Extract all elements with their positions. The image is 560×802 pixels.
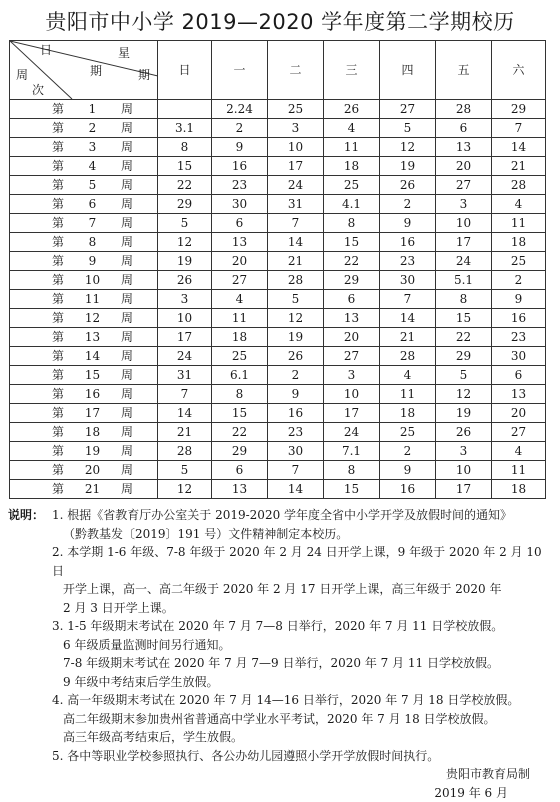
date-cell: 15 <box>158 157 212 176</box>
week-label-zhou: 周 <box>121 233 133 251</box>
week-label-zhou: 周 <box>121 138 133 156</box>
date-cell: 17 <box>436 233 492 252</box>
date-cell: 3 <box>436 442 492 461</box>
week-row <box>10 290 546 309</box>
date-cell: 3 <box>158 290 212 309</box>
week-row <box>10 214 546 233</box>
week-row <box>10 328 546 347</box>
date-cell: 30 <box>380 271 436 290</box>
week-label-cell <box>10 233 158 252</box>
week-label-cell <box>10 290 158 309</box>
date-cell: 8 <box>436 290 492 309</box>
date-cell: 10 <box>436 214 492 233</box>
date-cell: 22 <box>212 423 268 442</box>
week-label-zhou: 周 <box>121 214 133 232</box>
week-label-cell <box>10 423 158 442</box>
note-line: 2. 本学期 1-6 年级、7-8 年级于 2020 年 2 月 24 日开学上课，9 年级于 2020 年 2 月 10 日 <box>52 543 552 580</box>
date-cell: 12 <box>158 233 212 252</box>
date-cell: 12 <box>380 138 436 157</box>
date-cell: 2 <box>268 366 324 385</box>
week-row <box>10 461 546 480</box>
date-cell: 4 <box>380 366 436 385</box>
date-cell: 26 <box>268 347 324 366</box>
date-cell: 20 <box>492 404 546 423</box>
week-label-zhou: 周 <box>121 100 133 118</box>
week-row <box>10 138 546 157</box>
week-label-num: 21 <box>85 480 100 498</box>
header-row <box>10 41 546 100</box>
date-cell: 7 <box>268 461 324 480</box>
date-cell: 31 <box>158 366 212 385</box>
week-label-cell <box>10 138 158 157</box>
week-label-zhou: 周 <box>121 423 133 441</box>
date-cell: 9 <box>380 461 436 480</box>
week-label-di: 第 <box>52 309 64 327</box>
week-label-cell <box>10 480 158 499</box>
week-label-cell <box>10 347 158 366</box>
week-label-zhou: 周 <box>121 328 133 346</box>
week-label-num: 12 <box>85 309 100 327</box>
date-cell: 3.1 <box>158 119 212 138</box>
week-label-zhou: 周 <box>121 442 133 460</box>
date-cell: 23 <box>492 328 546 347</box>
week-label-zhou: 周 <box>121 252 133 270</box>
note-line: （黔教基发〔2019〕191 号）文件精神制定本校历。 <box>52 525 552 544</box>
date-cell: 25 <box>212 347 268 366</box>
date-cell: 26 <box>158 271 212 290</box>
date-cell: 24 <box>324 423 380 442</box>
week-label-zhou: 周 <box>121 271 133 289</box>
calendar-table <box>9 40 546 499</box>
date-cell: 18 <box>212 328 268 347</box>
date-cell: 26 <box>380 176 436 195</box>
week-label-zhou: 周 <box>121 157 133 175</box>
date-cell: 11 <box>380 385 436 404</box>
date-cell: 4.1 <box>324 195 380 214</box>
note-line: 6 年级质量监测时间另行通知。 <box>52 636 552 655</box>
date-cell: 17 <box>268 157 324 176</box>
week-label-num: 7 <box>89 214 97 232</box>
date-cell: 13 <box>324 309 380 328</box>
note-line: 高二年级期末参加贵州省普通高中学业水平考试，2020 年 7 月 18 日学校放假。 <box>52 710 552 729</box>
date-cell: 27 <box>492 423 546 442</box>
date-cell: 25 <box>268 100 324 119</box>
week-label-cell <box>10 385 158 404</box>
date-cell: 2 <box>492 271 546 290</box>
date-cell: 2.24 <box>212 100 268 119</box>
date-cell: 27 <box>380 100 436 119</box>
week-label-cell <box>10 442 158 461</box>
week-label-num: 10 <box>85 271 100 289</box>
date-cell: 19 <box>436 404 492 423</box>
date-cell: 12 <box>268 309 324 328</box>
date-cell: 10 <box>436 461 492 480</box>
date-cell: 27 <box>436 176 492 195</box>
week-label-di: 第 <box>52 347 64 365</box>
date-cell: 21 <box>380 328 436 347</box>
date-cell: 16 <box>268 404 324 423</box>
week-row <box>10 176 546 195</box>
header-day-thu: 四 <box>380 41 436 100</box>
week-label-di: 第 <box>52 328 64 346</box>
date-cell: 30 <box>212 195 268 214</box>
date-cell: 30 <box>492 347 546 366</box>
date-cell: 5 <box>268 290 324 309</box>
date-cell: 14 <box>268 480 324 499</box>
week-row <box>10 423 546 442</box>
week-label-di: 第 <box>52 366 64 384</box>
week-label-zhou: 周 <box>121 119 133 137</box>
date-cell: 8 <box>324 461 380 480</box>
header-day-sun: 日 <box>158 41 212 100</box>
header-day-mon: 一 <box>212 41 268 100</box>
date-cell: 14 <box>492 138 546 157</box>
week-row <box>10 309 546 328</box>
date-cell: 7 <box>268 214 324 233</box>
date-cell: 23 <box>268 423 324 442</box>
date-cell: 24 <box>158 347 212 366</box>
page-title: 贵阳市中小学 2019—2020 学年度第二学期校历 <box>0 6 560 36</box>
date-cell: 10 <box>324 385 380 404</box>
date-cell: 28 <box>436 100 492 119</box>
week-label-zhou: 周 <box>121 385 133 403</box>
notes-section <box>8 506 552 802</box>
date-cell: 9 <box>212 138 268 157</box>
date-cell: 6.1 <box>212 366 268 385</box>
week-label-num: 9 <box>89 252 97 270</box>
date-cell: 15 <box>324 480 380 499</box>
date-cell: 24 <box>268 176 324 195</box>
week-label-zhou: 周 <box>121 480 133 498</box>
week-row <box>10 157 546 176</box>
week-label-di: 第 <box>52 404 64 422</box>
week-label-num: 6 <box>89 195 97 213</box>
date-cell: 29 <box>212 442 268 461</box>
date-cell: 9 <box>268 385 324 404</box>
date-cell: 16 <box>380 233 436 252</box>
note-line: 7-8 年级期末考试在 2020 年 7 月 7—9 日举行，2020 年 7 月 11 日学校放假。 <box>52 654 552 673</box>
week-label-zhou: 周 <box>121 461 133 479</box>
date-cell: 9 <box>380 214 436 233</box>
week-label-di: 第 <box>52 423 64 441</box>
date-cell: 8 <box>324 214 380 233</box>
week-label-cell <box>10 195 158 214</box>
date-cell: 24 <box>436 252 492 271</box>
date-cell: 11 <box>324 138 380 157</box>
date-cell: 6 <box>324 290 380 309</box>
week-label-num: 18 <box>85 423 100 441</box>
date-cell: 22 <box>158 176 212 195</box>
week-row <box>10 366 546 385</box>
note-line: 高三年级高考结束后，学生放假。 <box>52 728 552 747</box>
date-cell: 16 <box>212 157 268 176</box>
date-cell: 13 <box>212 480 268 499</box>
week-label-di: 第 <box>52 157 64 175</box>
week-label-zhou: 周 <box>121 290 133 308</box>
date-cell: 19 <box>268 328 324 347</box>
date-cell: 6 <box>492 366 546 385</box>
week-row <box>10 100 546 119</box>
week-label-di: 第 <box>52 195 64 213</box>
week-label-cell <box>10 271 158 290</box>
date-cell: 28 <box>380 347 436 366</box>
date-cell: 21 <box>492 157 546 176</box>
week-label-di: 第 <box>52 290 64 308</box>
date-cell: 16 <box>380 480 436 499</box>
date-cell: 18 <box>492 480 546 499</box>
week-label-di: 第 <box>52 271 64 289</box>
date-cell: 4 <box>492 442 546 461</box>
note-line: 2 月 3 日开学上课。 <box>52 599 552 618</box>
date-cell: 6 <box>436 119 492 138</box>
date-cell: 7 <box>158 385 212 404</box>
date-cell: 14 <box>268 233 324 252</box>
date-cell: 20 <box>436 157 492 176</box>
date-cell: 4 <box>492 195 546 214</box>
date-cell: 25 <box>380 423 436 442</box>
week-label-di: 第 <box>52 442 64 460</box>
date-cell: 6 <box>212 461 268 480</box>
week-label-num: 20 <box>85 461 100 479</box>
week-label-num: 11 <box>85 290 100 308</box>
week-label-di: 第 <box>52 480 64 498</box>
date-cell: 25 <box>492 252 546 271</box>
week-label-num: 1 <box>89 100 97 118</box>
week-label-cell <box>10 461 158 480</box>
date-cell: 8 <box>212 385 268 404</box>
week-label-num: 5 <box>89 176 97 194</box>
date-cell: 19 <box>158 252 212 271</box>
week-label-di: 第 <box>52 461 64 479</box>
date-cell: 22 <box>436 328 492 347</box>
week-label-di: 第 <box>52 385 64 403</box>
week-row <box>10 347 546 366</box>
date-cell: 10 <box>268 138 324 157</box>
date-cell: 2 <box>380 195 436 214</box>
date-cell: 23 <box>380 252 436 271</box>
date-cell <box>158 100 212 119</box>
date-cell: 22 <box>324 252 380 271</box>
date-cell: 17 <box>158 328 212 347</box>
week-label-di: 第 <box>52 233 64 251</box>
date-cell: 26 <box>436 423 492 442</box>
week-label-zhou: 周 <box>121 176 133 194</box>
week-label-cell <box>10 176 158 195</box>
week-label-cell <box>10 328 158 347</box>
date-cell: 25 <box>324 176 380 195</box>
date-cell: 20 <box>212 252 268 271</box>
date-cell: 11 <box>212 309 268 328</box>
week-label-zhou: 周 <box>121 347 133 365</box>
date-cell: 21 <box>268 252 324 271</box>
date-cell: 31 <box>268 195 324 214</box>
week-label-cell <box>10 404 158 423</box>
week-label-di: 第 <box>52 176 64 194</box>
issue-date: 2019 年 6 月 <box>8 784 552 802</box>
week-label-cell <box>10 252 158 271</box>
week-row <box>10 480 546 499</box>
week-label-zhou: 周 <box>121 195 133 213</box>
date-cell: 28 <box>158 442 212 461</box>
week-label-cell <box>10 214 158 233</box>
note-line: 3. 1-5 年级期末考试在 2020 年 7 月 7—8 日举行，2020 年 7 月 11 日学校放假。 <box>52 617 552 636</box>
date-cell: 9 <box>492 290 546 309</box>
week-label-cell <box>10 366 158 385</box>
date-cell: 12 <box>436 385 492 404</box>
week-label-zhou: 周 <box>121 404 133 422</box>
week-label-cell <box>10 309 158 328</box>
date-cell: 23 <box>212 176 268 195</box>
date-cell: 2 <box>212 119 268 138</box>
date-cell: 19 <box>380 157 436 176</box>
week-row <box>10 233 546 252</box>
date-cell: 6 <box>212 214 268 233</box>
date-cell: 3 <box>324 366 380 385</box>
week-label-di: 第 <box>52 252 64 270</box>
date-cell: 5 <box>380 119 436 138</box>
date-cell: 13 <box>492 385 546 404</box>
week-label-num: 15 <box>85 366 100 384</box>
week-row <box>10 442 546 461</box>
date-cell: 4 <box>212 290 268 309</box>
corner-label-day: 日 <box>40 44 52 56</box>
date-cell: 18 <box>380 404 436 423</box>
date-cell: 7 <box>380 290 436 309</box>
week-label-num: 2 <box>89 119 97 137</box>
week-row <box>10 252 546 271</box>
note-line: 4. 高一年级期末考试在 2020 年 7 月 14—16 日举行，2020 年 7 月 18 日学校放假。 <box>52 691 552 710</box>
date-cell: 10 <box>158 309 212 328</box>
date-cell: 7 <box>492 119 546 138</box>
date-cell: 26 <box>324 100 380 119</box>
week-row <box>10 385 546 404</box>
notes-label: 说明： <box>8 506 44 525</box>
date-cell: 4 <box>324 119 380 138</box>
week-label-di: 第 <box>52 214 64 232</box>
corner-label-xing: 星 <box>118 47 130 59</box>
date-cell: 5 <box>158 214 212 233</box>
header-day-sat: 六 <box>492 41 546 100</box>
header-day-fri: 五 <box>436 41 492 100</box>
date-cell: 28 <box>268 271 324 290</box>
date-cell: 2 <box>380 442 436 461</box>
date-cell: 5 <box>436 366 492 385</box>
date-cell: 28 <box>492 176 546 195</box>
date-cell: 15 <box>436 309 492 328</box>
week-label-num: 3 <box>89 138 97 156</box>
header-day-wed: 三 <box>324 41 380 100</box>
week-label-di: 第 <box>52 100 64 118</box>
week-row <box>10 404 546 423</box>
week-label-cell <box>10 157 158 176</box>
corner-label-zhou: 周 <box>16 69 28 81</box>
date-cell: 8 <box>158 138 212 157</box>
date-cell: 17 <box>324 404 380 423</box>
issuer: 贵阳市教育局制 <box>8 765 552 784</box>
date-cell: 29 <box>324 271 380 290</box>
week-label-num: 4 <box>89 157 97 175</box>
header-day-tue: 二 <box>268 41 324 100</box>
week-label-num: 13 <box>85 328 100 346</box>
date-cell: 29 <box>492 100 546 119</box>
date-cell: 27 <box>212 271 268 290</box>
note-line: 开学上课，高一、高二年级于 2020 年 2 月 17 日开学上课，高三年级于 2020 年 <box>52 580 552 599</box>
week-label-num: 16 <box>85 385 100 403</box>
date-cell: 7.1 <box>324 442 380 461</box>
week-rows <box>10 100 546 499</box>
date-cell: 18 <box>324 157 380 176</box>
date-cell: 13 <box>436 138 492 157</box>
date-cell: 21 <box>158 423 212 442</box>
date-cell: 12 <box>158 480 212 499</box>
date-cell: 20 <box>324 328 380 347</box>
corner-label-qi: 期 <box>138 69 150 81</box>
date-cell: 3 <box>268 119 324 138</box>
corner-label-qi-2: 期 <box>90 65 102 77</box>
week-label-zhou: 周 <box>121 366 133 384</box>
date-cell: 11 <box>492 461 546 480</box>
week-label-num: 17 <box>85 404 100 422</box>
date-cell: 29 <box>158 195 212 214</box>
week-label-zhou: 周 <box>121 309 133 327</box>
week-row <box>10 195 546 214</box>
date-cell: 5 <box>158 461 212 480</box>
date-cell: 15 <box>212 404 268 423</box>
week-label-num: 14 <box>85 347 100 365</box>
date-cell: 17 <box>436 480 492 499</box>
date-cell: 14 <box>158 404 212 423</box>
date-cell: 11 <box>492 214 546 233</box>
header-corner-cell <box>10 41 158 100</box>
date-cell: 13 <box>212 233 268 252</box>
week-label-cell <box>10 119 158 138</box>
date-cell: 3 <box>436 195 492 214</box>
week-label-di: 第 <box>52 138 64 156</box>
date-cell: 5.1 <box>436 271 492 290</box>
date-cell: 29 <box>436 347 492 366</box>
week-label-cell <box>10 100 158 119</box>
date-cell: 15 <box>324 233 380 252</box>
week-row <box>10 271 546 290</box>
week-label-num: 19 <box>85 442 100 460</box>
note-line: 1. 根据《省教育厅办公室关于 2019-2020 学年度全省中小学开学及放假时间的通知》 <box>52 506 552 525</box>
note-line: 9 年级中考结束后学生放假。 <box>52 673 552 692</box>
week-label-num: 8 <box>89 233 97 251</box>
week-label-di: 第 <box>52 119 64 137</box>
week-row <box>10 119 546 138</box>
note-line: 5. 各中等职业学校参照执行、各公办幼儿园遵照小学开学放假时间执行。 <box>52 747 552 766</box>
date-cell: 14 <box>380 309 436 328</box>
corner-label-ci: 次 <box>32 84 44 96</box>
date-cell: 16 <box>492 309 546 328</box>
date-cell: 27 <box>324 347 380 366</box>
date-cell: 30 <box>268 442 324 461</box>
date-cell: 18 <box>492 233 546 252</box>
